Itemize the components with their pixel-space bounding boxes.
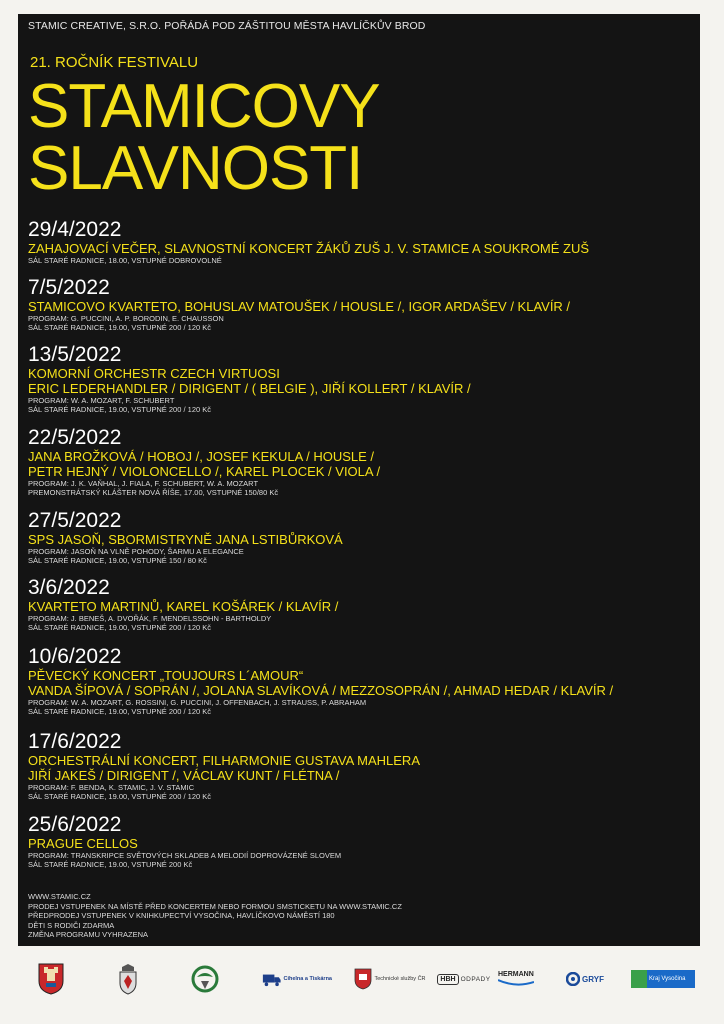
event-title: PRAGUE CELLOS — [28, 836, 138, 851]
festival-title-line1: STAMICOVY — [28, 72, 380, 141]
event-title: ZAHAJOVACÍ VEČER, SLAVNOSTNÍ KONCERT ŽÁKŮ ZUŠ J. V. STAMICE A SOUKROMÉ ZUŠ — [28, 241, 590, 256]
presale-info: PŘEDPRODEJ VSTUPENEK V KNIHKUPECTVÍ VYSOČINA, HAVLÍČKOVO NÁMĚSTÍ 180 — [28, 911, 335, 920]
event-title: ORCHESTRÁLNÍ KONCERT, FILHARMONIE GUSTAVA MAHLERA — [28, 753, 420, 768]
hermann-logo — [498, 962, 546, 996]
kraj-vysocina-text: Kraj Vysočina — [649, 976, 686, 982]
event-detail: SÁL STARÉ RADNICE, 19.00, VSTUPNÉ 200 / 120 Kč — [28, 323, 211, 332]
event-date: 17/6/2022 — [28, 730, 122, 753]
event-date: 3/6/2022 — [28, 576, 110, 599]
event-detail: PREMONSTRÁTSKÝ KLÁŠTER NOVÁ ŘÍŠE, 17.00, VSTUPNÉ 150/80 Kč — [28, 488, 279, 497]
hbh-badge: HBH — [437, 974, 458, 985]
ticket-info — [28, 892, 402, 940]
event-title: JIŘÍ JAKEŠ / DIRIGENT /, VÁCLAV KUNT / FLÉTNA / — [28, 768, 340, 783]
event-title: JANA BROŽKOVÁ / HOBOJ /, JOSEF KEKULA / HOUSLE / — [28, 449, 375, 464]
event-detail: PROGRAM: J. BENEŠ, A. DVOŘÁK, F. MENDELSSOHN - BARTHOLDY — [28, 614, 272, 623]
festival-poster — [18, 14, 700, 946]
event-detail: PROGRAM: W. A. MOZART, G. ROSSINI, G. PUCCINI, J. OFFENBACH, J. STRAUSS, P. ABRAHAM — [28, 698, 367, 707]
technicke-sluzby-text: Technické služby ČR — [374, 976, 426, 982]
event-item — [28, 277, 696, 332]
event-detail: SÁL STARÉ RADNICE, 19.00, VSTUPNÉ 200 / 120 Kč — [28, 792, 211, 801]
event-title: VANDA ŠÍPOVÁ / SOPRÁN /, JOLANA SLAVÍKOVÁ / MEZZOSOPRÁN /, AHMAD HEDAR / KLAVÍR / — [28, 683, 614, 698]
gryf-logo — [562, 962, 608, 996]
havlickuv-brod-coat-of-arms-icon — [36, 962, 66, 996]
kraj-vysocina-logo — [630, 962, 696, 996]
event-detail: SÁL STARÉ RADNICE, 19.00, VSTUPNÉ 150 / 80 Kč — [28, 556, 207, 565]
event-detail: PROGRAM: W. A. MOZART, F. SCHUBERT — [28, 396, 175, 405]
event-date: 10/6/2022 — [28, 645, 122, 668]
event-title: PETR HEJNÝ / VIOLONCELLO /, KAREL PLOCEK / VIOLA / — [28, 464, 381, 479]
event-date: 22/5/2022 — [28, 426, 122, 449]
event-title: KVARTETO MARTINŮ, KAREL KOŠÁREK / KLAVÍR / — [28, 599, 339, 614]
event-detail: SÁL STARÉ RADNICE, 18.00, VSTUPNÉ DOBROVOLNÉ — [28, 256, 222, 265]
hermann-text: HERMANN — [498, 970, 534, 978]
event-item — [28, 344, 696, 414]
event-item — [28, 731, 696, 801]
event-item — [28, 814, 696, 869]
cihelna-logo — [262, 962, 332, 996]
event-detail: PROGRAM: TRANSKRIPCE SVĚTOVÝCH SKLADEB A MELODIÍ DOPROVÁZENÉ SLOVEM — [28, 851, 342, 860]
program-change-note: ZMĚNA PROGRAMU VYHRAZENA — [28, 930, 149, 939]
event-detail: PROGRAM: F. BENDA, K. STAMIC, J. V. STAMIC — [28, 783, 195, 792]
event-title: PĚVECKÝ KONCERT „TOUJOURS L´AMOUR“ — [28, 668, 304, 683]
event-detail: PROGRAM: JASOŇ NA VLNĚ POHODY, ŠARMU A ELEGANCE — [28, 547, 244, 556]
event-date: 27/5/2022 — [28, 509, 122, 532]
event-date: 29/4/2022 — [28, 218, 122, 241]
technicke-sluzby-logo — [350, 962, 430, 996]
organizer-line: STAMIC CREATIVE, S.R.O. POŘÁDÁ POD ZÁŠTITOU MĚSTA HAVLÍČKŮV BROD — [28, 20, 426, 32]
ticket-sale-info: PRODEJ VSTUPENEK NA MÍSTĚ PŘED KONCERTEM NEBO FORMOU SMSTICKETU NA WWW.STAMIC.CZ — [28, 901, 402, 911]
event-date: 25/6/2022 — [28, 813, 122, 836]
odpady-text: ODPADY — [460, 975, 491, 983]
sponsor-logos — [0, 956, 724, 1004]
event-item — [28, 510, 696, 565]
event-detail: SÁL STARÉ RADNICE, 19.00, VSTUPNÉ 200 Kč — [28, 860, 193, 869]
event-item — [28, 646, 696, 716]
event-detail: SÁL STARÉ RADNICE, 19.00, VSTUPNÉ 200 / 120 Kč — [28, 405, 211, 414]
children-info: DĚTI S RODIČI ZDARMA — [28, 920, 115, 930]
event-detail: SÁL STARÉ RADNICE, 19.00, VSTUPNÉ 200 / 120 Kč — [28, 623, 211, 632]
event-detail: PROGRAM: G. PUCCINI, A. P. BORODIN, E. CHAUSSON — [28, 314, 224, 323]
event-title: STAMICOVO KVARTETO, BOHUSLAV MATOUŠEK / HOUSLE /, IGOR ARDAŠEV / KLAVÍR / — [28, 299, 571, 314]
event-title: ERIC LEDERHANDLER / DIRIGENT / ( BELGIE ), JIŘÍ KOLLERT / KLAVÍR / — [28, 381, 471, 396]
website-link[interactable]: WWW.STAMIC.CZ — [28, 892, 91, 901]
event-date: 7/5/2022 — [28, 276, 110, 299]
hbh-odpady-logo — [436, 962, 492, 996]
event-date: 13/5/2022 — [28, 343, 122, 366]
event-detail: SÁL STARÉ RADNICE, 19.00, VSTUPNÉ 200 / 120 Kč — [28, 707, 211, 716]
event-title: KOMORNÍ ORCHESTR CZECH VIRTUOSI — [28, 366, 280, 381]
festival-edition: 21. ROČNÍK FESTIVALU — [30, 54, 199, 71]
event-detail: PROGRAM: J. K. VAŇHAL, J. FIALA, F. SCHUBERT, W. A. MOZART — [28, 479, 259, 488]
event-item — [28, 219, 696, 265]
crest-icon — [116, 962, 140, 996]
event-title: SPS JASOŇ, SBORMISTRYNĚ JANA LSTIBŮRKOVÁ — [28, 532, 343, 547]
circular-emblem-icon — [190, 962, 220, 996]
gryf-text: GRYF — [582, 974, 604, 984]
event-item — [28, 577, 696, 632]
event-item — [28, 427, 696, 497]
festival-title-line2: SLAVNOSTI — [28, 134, 363, 203]
cihelna-logo-text: Cihelna a Tiskárna — [283, 976, 332, 982]
